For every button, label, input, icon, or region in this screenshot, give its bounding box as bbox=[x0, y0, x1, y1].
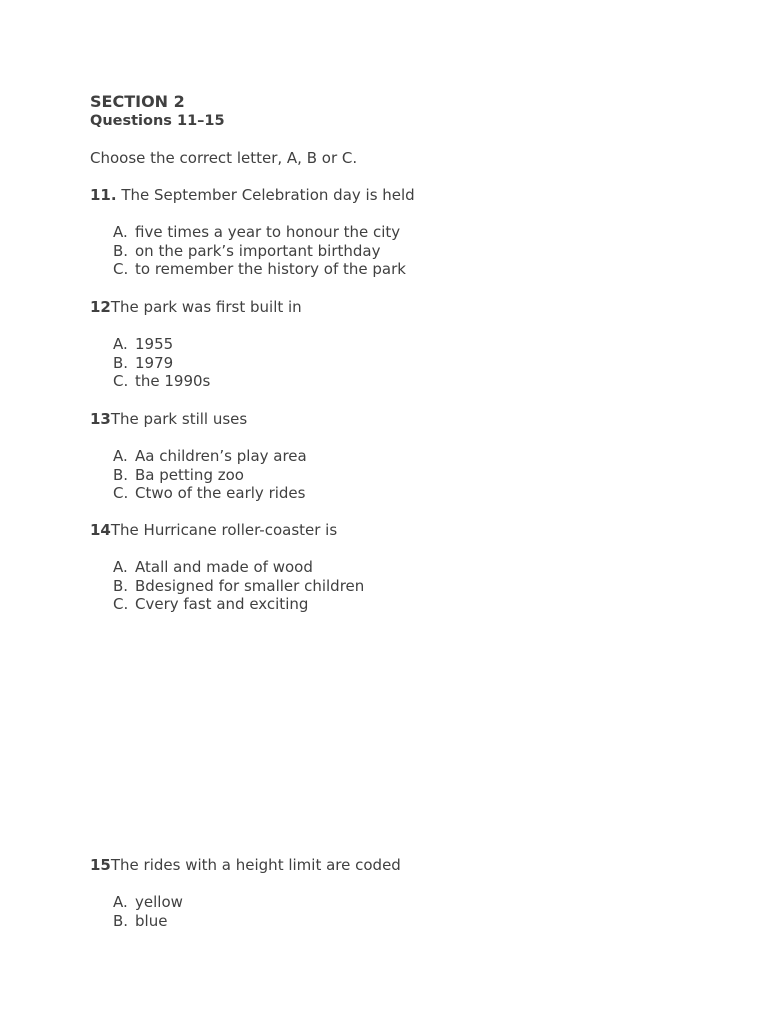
section-title: SECTION 2 bbox=[90, 92, 185, 111]
option-text: Cvery fast and exciting bbox=[135, 595, 309, 614]
question-text: The park was first built in bbox=[110, 298, 302, 316]
question-number: 11. bbox=[90, 186, 117, 204]
option-letter: C. bbox=[113, 484, 129, 503]
option-letter: A. bbox=[113, 558, 128, 576]
option-a bbox=[113, 447, 710, 466]
option-list bbox=[90, 335, 710, 391]
option-letter: A. bbox=[113, 223, 128, 241]
option-c bbox=[113, 372, 710, 391]
option-letter: C. bbox=[113, 595, 129, 614]
option-letter: C. bbox=[113, 260, 129, 279]
question-text: The September Celebration day is held bbox=[116, 186, 415, 204]
option-letter: C. bbox=[113, 372, 129, 391]
option-text: Atall and made of wood bbox=[135, 558, 313, 576]
question-number: 15 bbox=[90, 856, 111, 874]
question-11 bbox=[90, 186, 710, 279]
option-letter: B. bbox=[113, 911, 129, 930]
option-letter: B. bbox=[113, 465, 129, 484]
document-page bbox=[90, 92, 710, 168]
option-c bbox=[113, 260, 710, 279]
option-a bbox=[113, 893, 710, 912]
option-c bbox=[113, 484, 710, 503]
option-list bbox=[90, 223, 710, 279]
instruction-text: Choose the correct letter, A, B or C. bbox=[90, 149, 358, 167]
option-list bbox=[90, 447, 710, 503]
option-b bbox=[113, 242, 710, 261]
option-letter: A. bbox=[113, 893, 128, 911]
option-b bbox=[113, 466, 710, 485]
option-text: 1979 bbox=[135, 353, 174, 372]
option-text: on the park’s important birthday bbox=[135, 241, 381, 260]
option-text: blue bbox=[135, 911, 168, 930]
question-12 bbox=[90, 298, 710, 391]
option-letter: A. bbox=[113, 447, 128, 465]
option-text: yellow bbox=[135, 893, 183, 911]
option-list bbox=[90, 558, 710, 614]
question-number: 13 bbox=[90, 410, 111, 428]
question-14 bbox=[90, 521, 710, 614]
question-number: 12 bbox=[90, 298, 111, 316]
option-letter: B. bbox=[113, 241, 129, 260]
option-text: the 1990s bbox=[135, 372, 211, 391]
option-b bbox=[113, 912, 710, 931]
option-b bbox=[113, 354, 710, 373]
option-a bbox=[113, 335, 710, 354]
option-letter: B. bbox=[113, 353, 129, 372]
option-c bbox=[113, 595, 710, 614]
option-a bbox=[113, 558, 710, 577]
option-letter: B. bbox=[113, 576, 129, 595]
option-text: Ctwo of the early rides bbox=[135, 484, 306, 503]
option-text: Bdesigned for smaller children bbox=[135, 576, 365, 595]
question-text: The park still uses bbox=[110, 410, 248, 428]
option-list bbox=[90, 893, 710, 930]
question-text: The Hurricane roller-coaster is bbox=[110, 521, 338, 539]
option-b bbox=[113, 577, 710, 596]
question-text: The rides with a height limit are coded bbox=[110, 856, 401, 874]
question-13 bbox=[90, 410, 710, 503]
option-text: Aa children’s play area bbox=[135, 447, 307, 465]
option-text: Ba petting zoo bbox=[135, 465, 244, 484]
option-text: five times a year to honour the city bbox=[135, 223, 401, 241]
question-number: 14 bbox=[90, 521, 111, 539]
section-subtitle: Questions 11–15 bbox=[90, 113, 225, 129]
option-text: to remember the history of the park bbox=[135, 260, 406, 279]
option-a bbox=[113, 223, 710, 242]
option-text: 1955 bbox=[135, 335, 174, 353]
question-15 bbox=[90, 856, 710, 930]
option-letter: A. bbox=[113, 335, 128, 353]
